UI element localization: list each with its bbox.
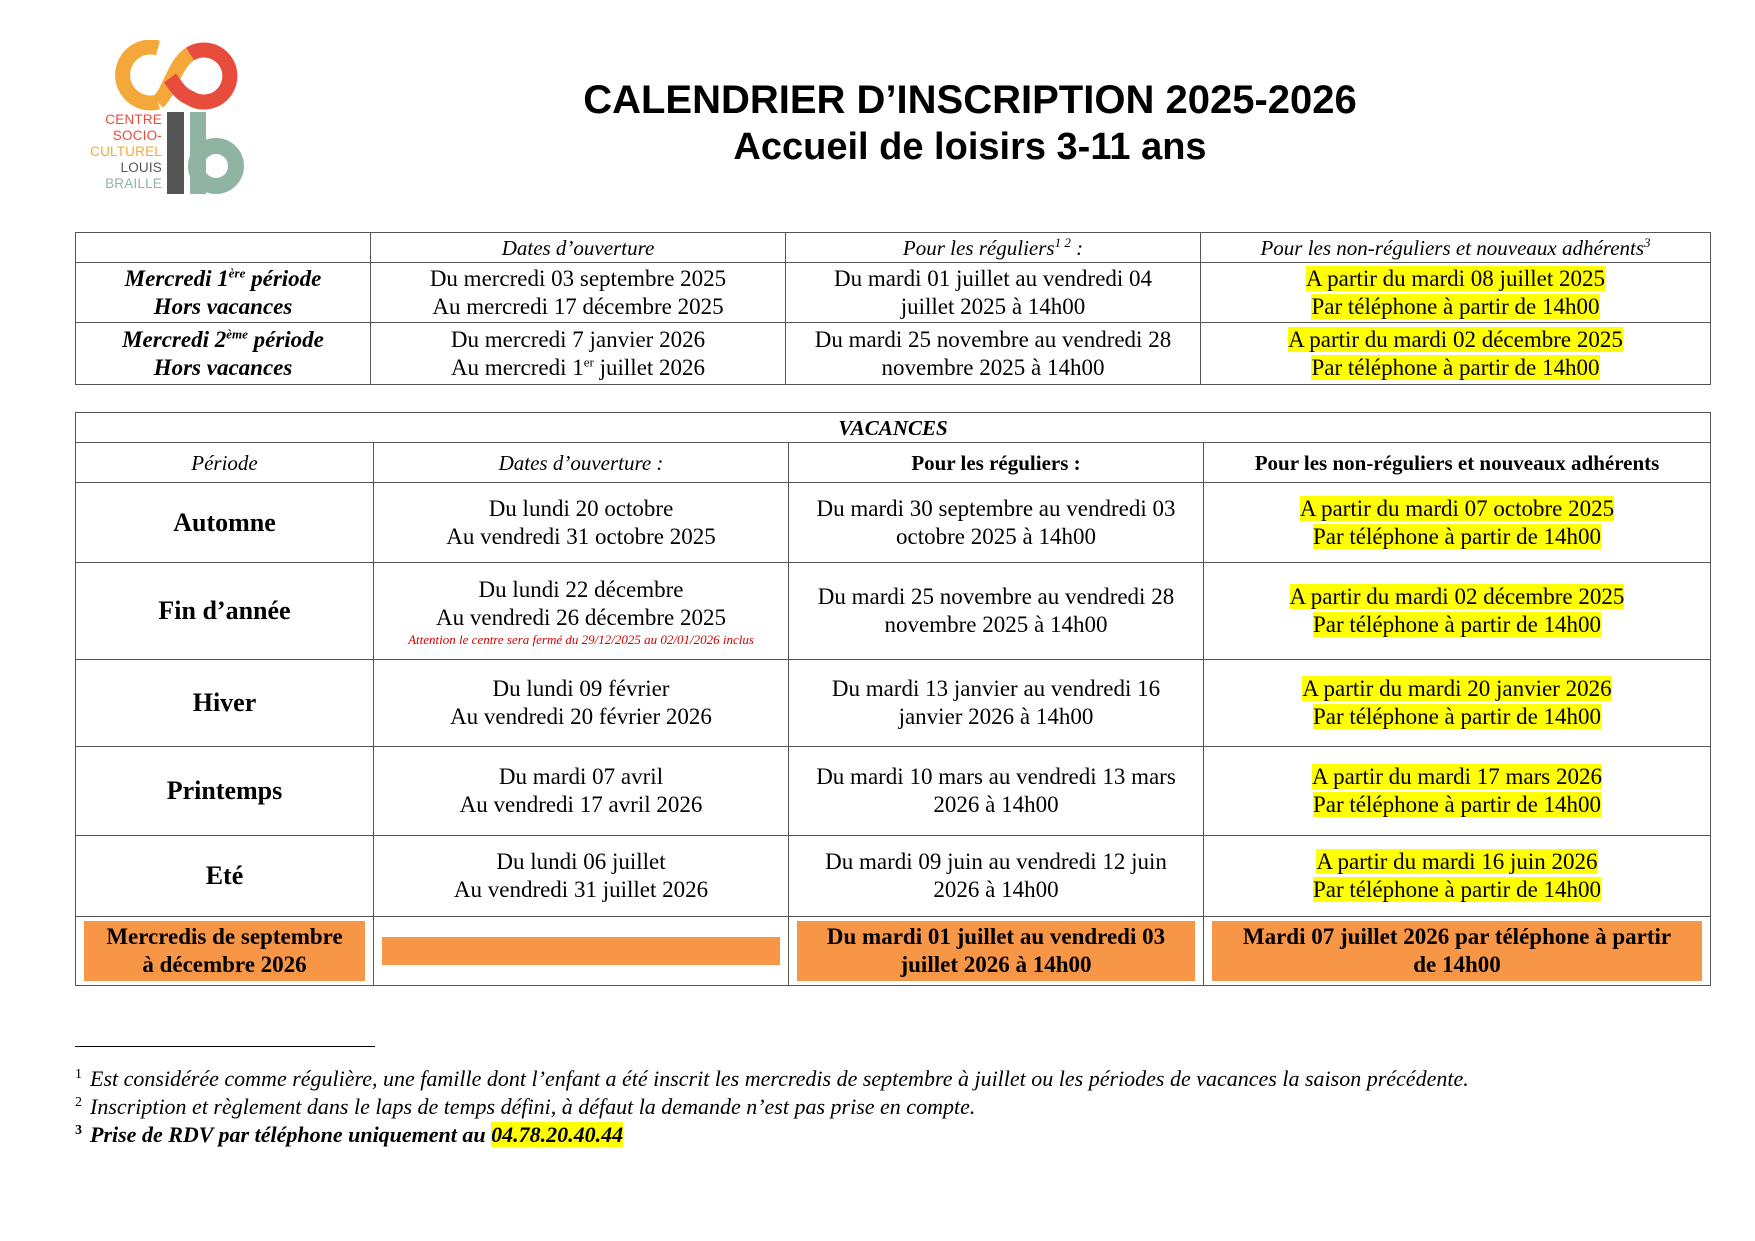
footnote-text: Prise de RDV par téléphone uniquement au <box>90 1122 492 1147</box>
final-regular-line: Du mardi 01 juillet au vendredi 03 <box>826 924 1166 949</box>
period-label: Mercredi 1 <box>124 265 229 291</box>
dates-cell <box>374 660 789 747</box>
regular-cell <box>786 323 1201 385</box>
period-cell <box>76 263 371 323</box>
header-cell: Pour les non-réguliers et nouveaux adhérents <box>1204 443 1711 483</box>
footnote <box>75 1122 623 1148</box>
nonregular-line: Par téléphone à partir de 14h00 <box>1312 612 1602 637</box>
footnote <box>75 1066 1469 1092</box>
header-text: : <box>1070 235 1084 260</box>
header-cell: Période <box>76 443 374 483</box>
table-header-row <box>76 443 1711 483</box>
footnote-text: Est considérée comme régulière, une famille dont l’enfant a été inscrit les mercredis de septembre à juillet ou les périodes de vacances la saison précédente. <box>90 1066 1469 1091</box>
header-cell <box>76 233 371 263</box>
date-line: Du mercredi 03 septembre 2025 <box>429 265 727 291</box>
date-line: Du lundi 22 décembre <box>478 576 684 602</box>
regular-cell <box>789 660 1204 747</box>
dates-cell <box>374 747 789 836</box>
final-name <box>84 921 365 981</box>
regular-line: janvier 2026 à 14h00 <box>898 704 1094 729</box>
nonregular-cell <box>1204 747 1711 836</box>
nonregular-line: A partir du mardi 17 mars 2026 <box>1312 764 1603 789</box>
dates-cell <box>371 263 786 323</box>
period-label: période <box>245 265 322 291</box>
regular-cell <box>789 836 1204 917</box>
final-nonregular-cell <box>1204 917 1711 986</box>
logo-line: LOUIS <box>120 160 162 175</box>
period-cell <box>76 323 371 385</box>
final-name-line: à décembre 2026 <box>142 952 307 977</box>
footnote <box>75 1094 975 1120</box>
footnote-separator <box>75 1046 375 1047</box>
period-name: Automne <box>76 483 374 563</box>
footnote-number: 2 <box>75 1095 82 1110</box>
regular-line: Du mardi 09 juin au vendredi 12 juin <box>825 849 1167 874</box>
date-line: Du mardi 07 avril <box>498 764 664 789</box>
regular-line: Du mardi 25 novembre au vendredi 28 <box>814 326 1172 352</box>
period-name: Fin d’année <box>76 563 374 660</box>
logo-line: CULTUREL <box>90 144 162 159</box>
page-subtitle: Accueil de loisirs 3-11 ans <box>733 126 1207 168</box>
dates-cell <box>374 563 789 660</box>
date-line: Au vendredi 31 juillet 2026 <box>453 877 709 902</box>
regular-line: Du mardi 25 novembre au vendredi 28 <box>817 584 1175 609</box>
regular-cell <box>786 263 1201 323</box>
final-nonregular-line: Mardi 07 juillet 2026 par téléphone à partir <box>1242 924 1672 949</box>
dates-cell <box>371 323 786 385</box>
section-title: VACANCES <box>76 413 1711 443</box>
nonregular-line: A partir du mardi 20 janvier 2026 <box>1302 676 1612 701</box>
phone-number: 04.78.20.40.44 <box>491 1122 624 1147</box>
regular-line: Du mardi 01 juillet au vendredi 04 <box>833 265 1153 291</box>
header-cell: Pour les réguliers : <box>789 443 1204 483</box>
footnote-ref: 3 <box>1644 234 1651 250</box>
table-row <box>76 263 1711 323</box>
footnote-ref: 1 2 <box>1054 234 1071 250</box>
date-line: Au vendredi 26 décembre 2025 <box>436 604 726 630</box>
nonregular-line: Par téléphone à partir de 14h00 <box>1311 293 1600 319</box>
period-label: période <box>247 326 324 352</box>
period-name: Printemps <box>76 747 374 836</box>
page-title: CALENDRIER D’INSCRIPTION 2025-2026 <box>583 78 1357 122</box>
table-row <box>76 323 1711 385</box>
logo-line: SOCIO- <box>112 128 162 143</box>
final-regular <box>797 921 1195 981</box>
regular-line: octobre 2025 à 14h00 <box>896 523 1096 549</box>
regular-line: Du mardi 13 janvier au vendredi 16 <box>831 676 1161 701</box>
vacances-table <box>75 412 1711 986</box>
nonregular-line: Par téléphone à partir de 14h00 <box>1312 704 1602 729</box>
ordinal: ère <box>228 264 246 280</box>
header-cell <box>1201 233 1711 263</box>
nonregular-cell <box>1204 483 1711 563</box>
header-text: Pour les non-réguliers et nouveaux adhérents <box>1260 235 1645 260</box>
regular-line: Du mardi 10 mars au vendredi 13 mars <box>816 764 1176 789</box>
regular-line: novembre 2025 à 14h00 <box>884 612 1108 637</box>
regular-line: juillet 2025 à 14h00 <box>900 293 1086 319</box>
table-row <box>76 563 1711 660</box>
closure-warning: Attention le centre sera fermé du 29/12/2025 au 02/01/2026 inclus <box>408 631 754 647</box>
regular-cell <box>789 563 1204 660</box>
logo-line: BRAILLE <box>105 176 162 191</box>
nonregular-line: A partir du mardi 08 juillet 2025 <box>1306 265 1605 291</box>
nonregular-cell <box>1204 660 1711 747</box>
wednesday-table <box>75 232 1711 385</box>
dates-cell <box>374 483 789 563</box>
date-line: Du mercredi 7 janvier 2026 <box>450 326 706 352</box>
period-label: Mercredi 2 <box>122 326 227 352</box>
final-name-cell <box>76 917 374 986</box>
nonregular-line: Par téléphone à partir de 14h00 <box>1312 523 1602 549</box>
final-row <box>76 917 1711 986</box>
nonregular-line: A partir du mardi 16 juin 2026 <box>1316 849 1598 874</box>
nonregular-line: Par téléphone à partir de 14h00 <box>1312 792 1602 817</box>
header-cell: Dates d’ouverture : <box>374 443 789 483</box>
nonregular-cell <box>1201 263 1711 323</box>
nonregular-line: Par téléphone à partir de 14h00 <box>1311 354 1600 380</box>
header-text: Pour les réguliers <box>902 235 1055 260</box>
nonregular-cell <box>1201 323 1711 385</box>
footnote-number: 3 <box>75 1123 82 1138</box>
final-dates-cell <box>374 917 789 986</box>
nonregular-cell <box>1204 836 1711 917</box>
regular-cell <box>789 747 1204 836</box>
period-name: Eté <box>76 836 374 917</box>
date-line: juillet 2026 <box>593 354 706 380</box>
date-line: Au mercredi 17 décembre 2025 <box>432 293 724 319</box>
footnote-number: 1 <box>75 1067 82 1082</box>
ordinal: er <box>583 353 594 369</box>
date-line: Au vendredi 17 avril 2026 <box>459 792 703 817</box>
final-regular-line: juillet 2026 à 14h00 <box>900 952 1092 977</box>
regular-line: Du mardi 30 septembre au vendredi 03 <box>816 495 1176 521</box>
header-cell: Dates d’ouverture <box>371 233 786 263</box>
nonregular-line: Par téléphone à partir de 14h00 <box>1312 877 1602 902</box>
date-line: Au vendredi 31 octobre 2025 <box>446 523 716 549</box>
regular-line: 2026 à 14h00 <box>933 792 1059 817</box>
dates-cell <box>374 836 789 917</box>
date-line: Au mercredi 1 <box>450 354 584 380</box>
date-line: Au vendredi 20 février 2026 <box>450 704 712 729</box>
table-row <box>76 836 1711 917</box>
logo <box>90 40 260 200</box>
header-cell <box>786 233 1201 263</box>
logo-line: CENTRE <box>105 112 162 127</box>
nonregular-line: A partir du mardi 07 octobre 2025 <box>1299 495 1615 521</box>
ordinal: ème <box>226 325 248 341</box>
final-name-line: Mercredis de septembre <box>106 924 343 949</box>
regular-line: 2026 à 14h00 <box>933 877 1059 902</box>
nonregular-cell <box>1204 563 1711 660</box>
logo-text <box>90 112 162 192</box>
period-label: Hors vacances <box>153 354 293 380</box>
regular-cell <box>789 483 1204 563</box>
table-row <box>76 483 1711 563</box>
regular-line: novembre 2025 à 14h00 <box>881 354 1105 380</box>
final-nonregular <box>1212 921 1702 981</box>
footnote-text: Inscription et règlement dans le laps de temps défini, à défaut la demande n’est pas prise en compte. <box>90 1094 976 1119</box>
final-nonregular-line: de 14h00 <box>1413 952 1501 977</box>
final-regular-cell <box>789 917 1204 986</box>
date-line: Du lundi 20 octobre <box>488 495 674 521</box>
period-name: Hiver <box>76 660 374 747</box>
table-row <box>76 660 1711 747</box>
date-line: Du lundi 09 février <box>492 676 670 701</box>
date-line: Du lundi 06 juillet <box>496 849 666 874</box>
nonregular-line: A partir du mardi 02 décembre 2025 <box>1289 584 1625 609</box>
table-header-row <box>76 233 1711 263</box>
period-label: Hors vacances <box>153 293 293 319</box>
nonregular-line: A partir du mardi 02 décembre 2025 <box>1288 326 1623 352</box>
section-row <box>76 413 1711 443</box>
final-dates-bar <box>382 937 780 965</box>
table-row <box>76 747 1711 836</box>
